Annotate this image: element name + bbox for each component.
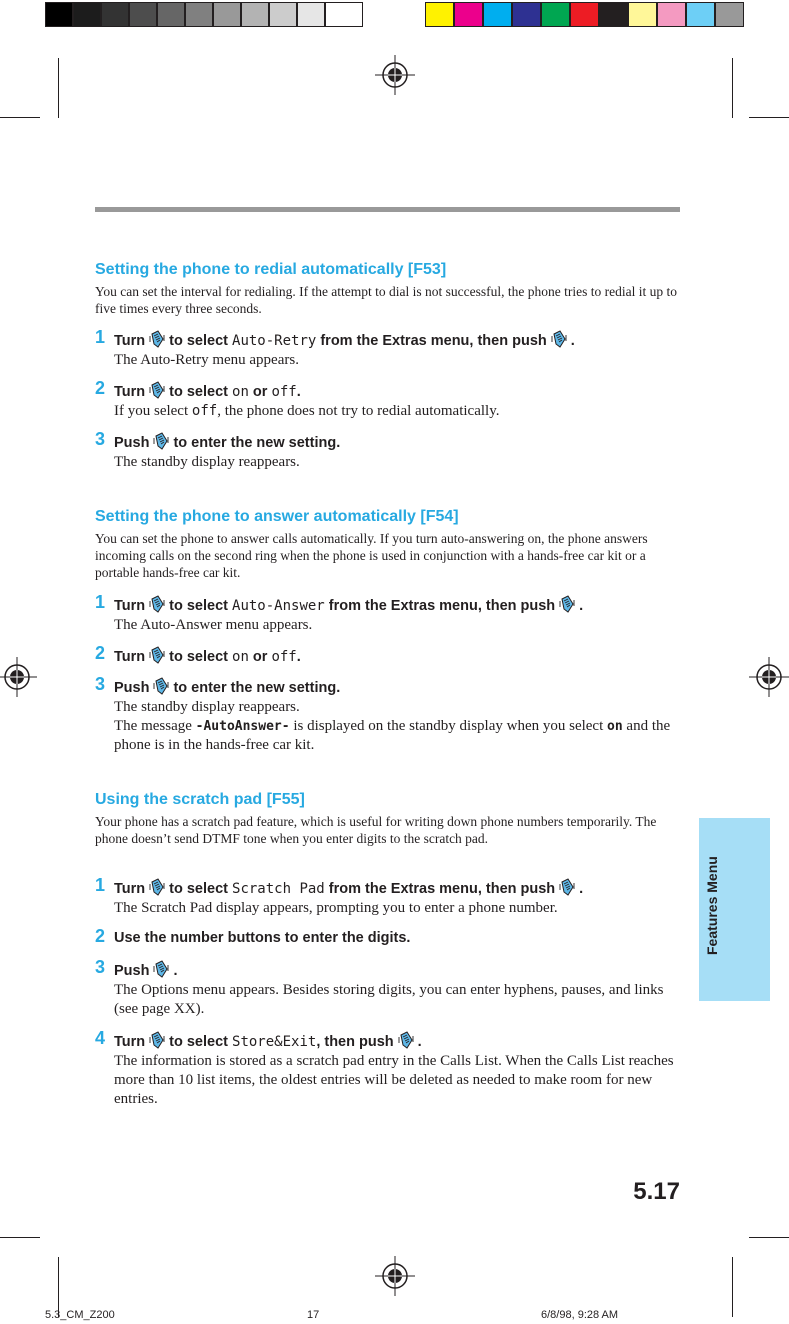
step-instruction: Turn to select Auto-Retry from the Extras menu, then push . (114, 330, 575, 350)
crop-mark (732, 1257, 733, 1317)
step-instruction: Turn to select Auto-Answer from the Extras menu, then push . (114, 595, 583, 615)
step-instruction: Push to enter the new setting. (114, 432, 340, 452)
slug-file-name: 5.3_CM_Z200 (45, 1309, 115, 1321)
crop-mark (0, 117, 40, 118)
gray-swatch (157, 2, 185, 27)
step-number: 2 (95, 926, 106, 946)
gray-swatch (129, 2, 157, 27)
color-swatch (686, 2, 715, 27)
color-swatch (570, 2, 599, 27)
page-number: 5.17 (633, 1178, 680, 1205)
step-instruction: Push . (114, 960, 177, 980)
slug-date: 6/8/98, 9:28 AM (541, 1309, 619, 1321)
step-number: 1 (95, 327, 106, 347)
step-instruction: Turn to select on or off. (114, 646, 301, 666)
step-number: 3 (95, 957, 106, 977)
color-swatch (657, 2, 686, 27)
jog-dial-icon (149, 381, 165, 399)
step-number: 2 (95, 643, 106, 663)
crop-mark (0, 1237, 40, 1238)
registration-target-icon (0, 657, 37, 697)
jog-dial-icon (559, 878, 575, 896)
step-number: 4 (95, 1028, 106, 1048)
gray-swatch (269, 2, 297, 27)
step-number: 2 (95, 378, 106, 398)
registration-target-icon (375, 1256, 415, 1296)
step-instruction: Use the number buttons to enter the digits. (114, 930, 411, 946)
crop-mark (58, 1257, 59, 1317)
step-instruction: Turn to select Scratch Pad from the Extras menu, then push . (114, 878, 583, 898)
color-swatch (454, 2, 483, 27)
gray-swatch (213, 2, 241, 27)
color-swatch (425, 2, 454, 27)
step-description: If you select off, the phone does not try to redial automatically. (114, 403, 500, 419)
jog-dial-icon (149, 1031, 165, 1049)
step-number: 1 (95, 592, 106, 612)
jog-dial-icon (153, 432, 169, 450)
crop-mark (749, 1237, 789, 1238)
section-title-redial: Setting the phone to redial automatically [F53] (95, 261, 447, 278)
color-swatch (599, 2, 628, 27)
crop-mark (749, 117, 789, 118)
step-instruction: Turn to select Store&Exit, then push . (114, 1031, 422, 1051)
registration-target-icon (749, 657, 789, 697)
step-instruction: Push to enter the new setting. (114, 677, 340, 697)
section-intro-scratch-pad: Your phone has a scratch pad feature, which is useful for writing down phone numbers temporarily. The phone doesn’t send DTMF tone when you enter digits to the scratch pad. (95, 814, 657, 846)
step-description: The Auto-Retry menu appears. (114, 352, 299, 368)
crop-mark (732, 58, 733, 118)
gray-swatch (185, 2, 213, 27)
jog-dial-icon (149, 646, 165, 664)
jog-dial-icon (149, 595, 165, 613)
jog-dial-icon (559, 595, 575, 613)
color-swatch (512, 2, 541, 27)
gray-swatch (101, 2, 129, 27)
color-swatch (715, 2, 744, 27)
step-number: 1 (95, 875, 106, 895)
color-swatch (483, 2, 512, 27)
step-description: The standby display reappears. (114, 454, 300, 470)
jog-dial-icon (153, 677, 169, 695)
step-description: The information is stored as a scratch pad entry in the Calls List. When the Calls List reaches more than 10 list items, the oldest entries will be deleted as needed to make room for new entries. (114, 1053, 674, 1107)
crop-mark (58, 58, 59, 118)
jog-dial-icon (149, 878, 165, 896)
color-swatch (541, 2, 570, 27)
step-description: The Auto-Answer menu appears. (114, 617, 313, 633)
step-number: 3 (95, 429, 106, 449)
section-title-answer: Setting the phone to answer automatically [F54] (95, 508, 459, 525)
gray-swatch (325, 2, 363, 27)
step-description: The standby display reappears. The message -AutoAnswer- is displayed on the standby display when you select on and the phone is in the hands-free car kit. (114, 699, 671, 753)
chapter-tab-label: Features Menu (704, 856, 720, 955)
section-intro-answer: You can set the phone to answer calls automatically. If you turn auto-answering on, the phone answers incoming calls on the second ring when the phone is used in conjunction with a hands-free car kit or a portable hands-free car kit. (95, 531, 648, 580)
jog-dial-icon (153, 960, 169, 978)
gray-swatch (45, 2, 73, 27)
step-description: The Options menu appears. Besides storing digits, you can enter hyphens, pauses, and links (see page XX). (114, 982, 664, 1017)
gray-swatch (73, 2, 101, 27)
gray-swatch (241, 2, 269, 27)
header-rule (95, 207, 680, 212)
section-title-scratch-pad: Using the scratch pad [F55] (95, 791, 305, 808)
registration-target-icon (375, 55, 415, 95)
gray-swatch (297, 2, 325, 27)
jog-dial-icon (398, 1031, 414, 1049)
step-description: The Scratch Pad display appears, prompting you to enter a phone number. (114, 900, 558, 916)
jog-dial-icon (149, 330, 165, 348)
step-instruction: Turn to select on or off. (114, 381, 301, 401)
color-swatch (628, 2, 657, 27)
jog-dial-icon (551, 330, 567, 348)
section-intro-redial: You can set the interval for redialing. If the attempt to dial is not successful, the phone tries to redial it up to five times every three seconds. (95, 284, 677, 316)
slug-page: 17 (307, 1309, 320, 1321)
step-number: 3 (95, 674, 106, 694)
